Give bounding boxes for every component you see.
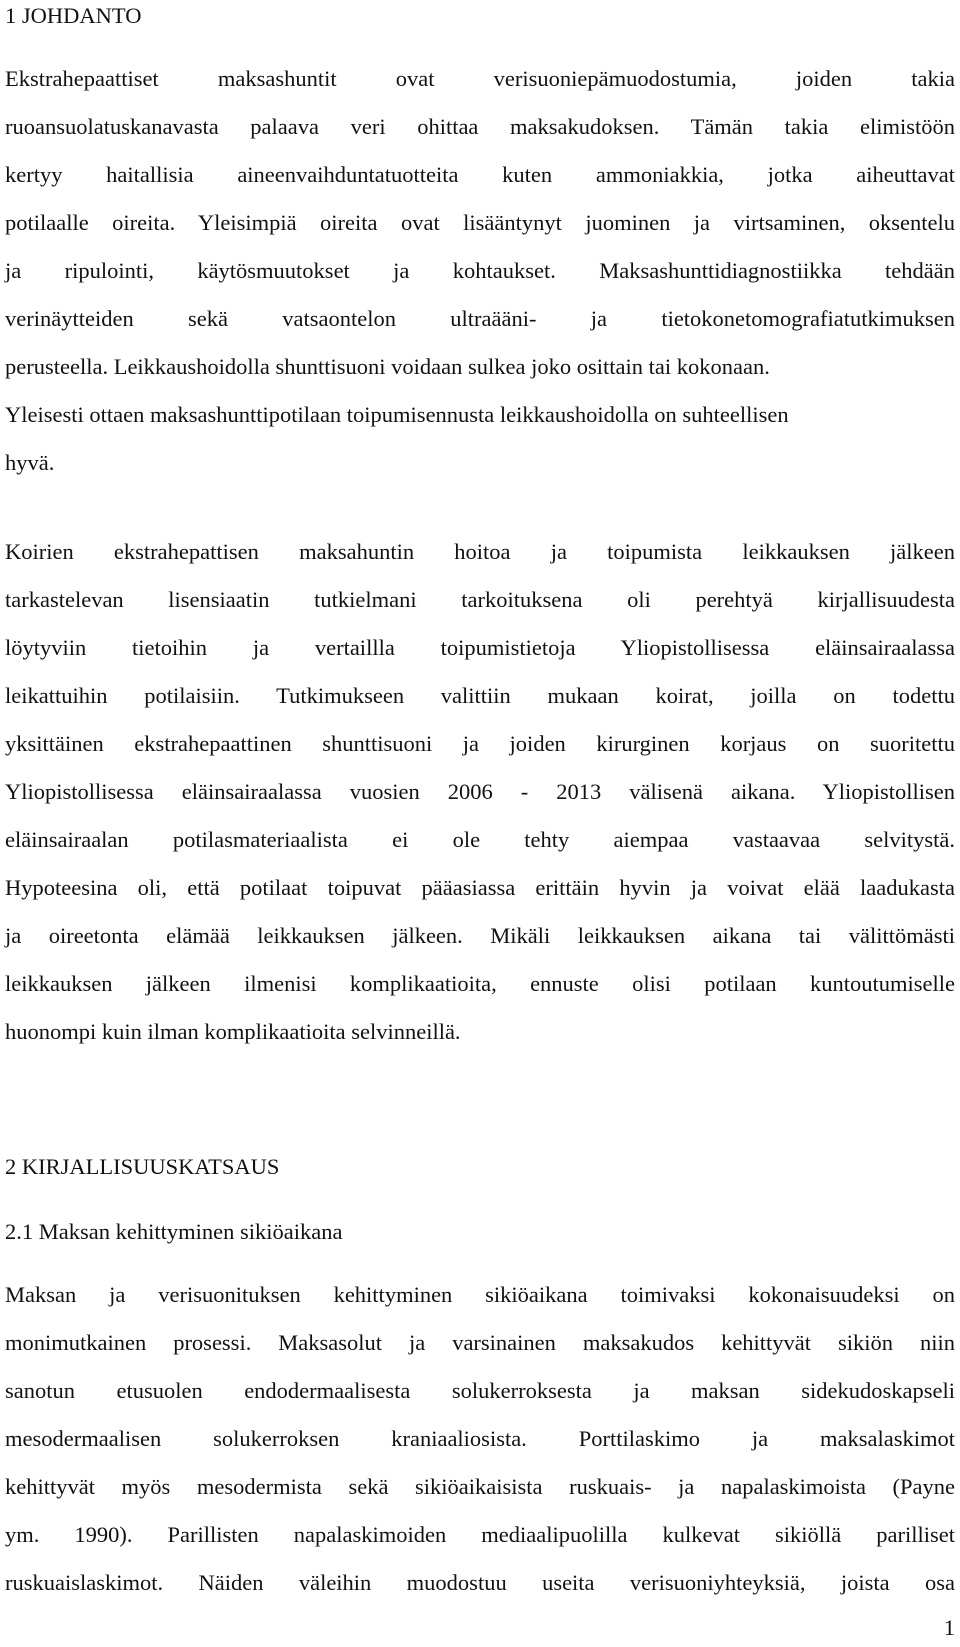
text-line: monimutkainen prosessi. Maksasolut ja varsinainen maksakudos kehittyvät sikiön niin [5,1330,955,1355]
text-line: Koirien ekstrahepattisen maksahuntin hoitoa ja toipumista leikkauksen jälkeen [5,539,955,564]
text-line: Maksan ja verisuonituksen kehittyminen sikiöaikana toimivaksi kokonaisuudeksi on [5,1282,955,1307]
intro-paragraph-1 [5,55,955,487]
text-line: kehittyvät myös mesodermista sekä sikiöaikaisista ruskuais- ja napalaskimoista (Payne [5,1474,955,1499]
text-line: Yleisesti ottaen maksashunttipotilaan toipumisennusta leikkaushoidolla on suhteellisen [5,402,789,427]
text-line: verinäytteiden sekä vatsaontelon ultraääni- ja tietokonetomografiatutkimuksen [5,306,955,331]
text-line: ym. 1990). Parillisten napalaskimoiden mediaalipuolilla kulkevat sikiöllä parilliset [5,1522,955,1547]
text-line: potilaalle oireita. Yleisimpiä oireita ovat lisääntynyt juominen ja virtsaminen, oksentelu [5,210,955,235]
section-heading-johdanto: 1 JOHDANTO [5,3,142,28]
text-line: mesodermaalisen solukerroksen kraniaaliosista. Porttilaskimo ja maksalaskimot [5,1426,955,1451]
literature-paragraph-1 [5,1271,955,1607]
text-line: leikkauksen jälkeen ilmenisi komplikaatioita, ennuste olisi potilaan kuntoutumiselle [5,971,955,996]
page-number: 1 [943,1615,955,1640]
section-heading-kirjallisuuskatsaus: 2 KIRJALLISUUSKATSAUS [5,1154,280,1179]
text-line: sanotun etusuolen endodermaalisesta solukerroksesta ja maksan sidekudoskapseli [5,1378,955,1403]
text-line: ja oireetonta elämää leikkauksen jälkeen. Mikäli leikkauksen aikana tai välittömästi [5,923,955,948]
subsection-heading-maksan-kehittyminen: 2.1 Maksan kehittyminen sikiöaikana [5,1219,343,1244]
text-line: löytyviin tietoihin ja vertaillla toipumistietoja Yliopistollisessa eläinsairaalassa [5,635,955,660]
text-line: Hypoteesina oli, että potilaat toipuvat pääasiassa erittäin hyvin ja voivat elää laadukasta [5,875,955,900]
text-line: leikattuihin potilaisiin. Tutkimukseen valittiin mukaan koirat, joilla on todettu [5,683,955,708]
text-line: ruskuaislaskimot. Näiden väleihin muodostuu useita verisuoniyhteyksiä, joista osa [5,1570,955,1595]
text-line: huonompi kuin ilman komplikaatioita selvinneillä. [5,1019,461,1044]
text-line: Ekstrahepaattiset maksashuntit ovat verisuoniepämuodostumia, joiden takia [5,66,955,91]
text-line: ruoansuolatuskanavasta palaava veri ohittaa maksakudoksen. Tämän takia elimistöön [5,114,955,139]
text-line: kertyy haitallisia aineenvaihduntatuotteita kuten ammoniakkia, jotka aiheuttavat [5,162,955,187]
text-line: tarkastelevan lisensiaatin tutkielmani tarkoituksena oli perehtyä kirjallisuudesta [5,587,955,612]
text-line: eläinsairaalan potilasmateriaalista ei ole tehty aiempaa vastaavaa selvitystä. [5,827,955,852]
text-line: perusteella. Leikkaushoidolla shunttisuoni voidaan sulkea joko osittain tai kokonaan. [5,354,770,379]
text-line: Yliopistollisessa eläinsairaalassa vuosien 2006 - 2013 välisenä aikana. Yliopistollisen [5,779,955,804]
text-line: yksittäinen ekstrahepaattinen shunttisuoni ja joiden kirurginen korjaus on suoritettu [5,731,955,756]
text-line: hyvä. [5,450,55,475]
intro-paragraph-2 [5,528,955,1056]
text-line: ja ripulointi, käytösmuutokset ja kohtaukset. Maksashunttidiagnostiikka tehdään [5,258,955,283]
